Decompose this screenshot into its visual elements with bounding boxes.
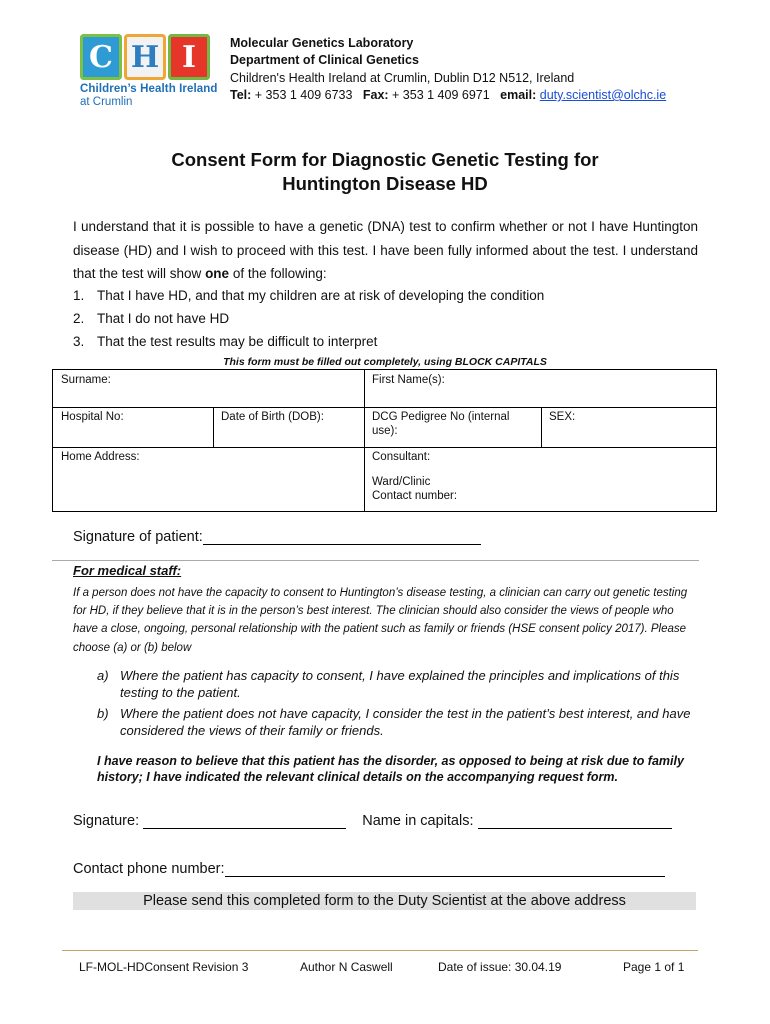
option-b[interactable] <box>97 706 702 739</box>
page-title <box>0 148 770 196</box>
option-label: a) <box>97 668 109 683</box>
outcome-item <box>73 334 377 349</box>
outcome-text: That I do not have HD <box>97 311 230 326</box>
outcome-num: 1. <box>73 288 85 303</box>
patient-details-table <box>52 369 717 512</box>
email-label: email: <box>500 88 537 102</box>
footer-doc-id: LF-MOL-HDConsent Revision 3 <box>79 960 249 974</box>
name-caps-label: Name in capitals: <box>362 813 474 829</box>
staff-signature-row <box>73 813 672 829</box>
footer-divider <box>62 950 698 951</box>
lab-name: Molecular Genetics Laboratory <box>230 36 414 50</box>
signature-label: Signature: <box>73 813 140 829</box>
logo-name: Children’s Health Ireland <box>80 83 218 95</box>
tel-value: + 353 1 409 6733 <box>251 88 353 102</box>
title-line-1: Consent Form for Diagnostic Genetic Testing for <box>171 149 599 170</box>
return-instructions-banner: Please send this completed form to the Duty Scientist at the above address <box>73 892 696 910</box>
patient-signature-line[interactable] <box>203 530 481 545</box>
outcome-item <box>73 288 544 303</box>
option-a[interactable] <box>97 668 702 701</box>
tel-label: Tel: <box>230 88 252 102</box>
phone-line[interactable] <box>225 862 665 877</box>
chi-logo <box>80 34 214 88</box>
first-names-field[interactable]: First Name(s): <box>372 374 445 386</box>
patient-signature-label: Signature of patient: <box>73 529 203 545</box>
fax-label: Fax: <box>362 88 389 102</box>
dob-field[interactable]: Date of Birth (DOB): <box>221 411 324 423</box>
fax-value: + 353 1 409 6971 <box>388 88 490 102</box>
contact-line <box>230 87 666 103</box>
intro-text-after: of the following: <box>229 266 327 281</box>
intro-bold: one <box>205 266 230 281</box>
hospital-no-field[interactable]: Hospital No: <box>61 411 124 423</box>
option-text: Where the patient does not have capacity, I consider the test in the patient’s best interest, and have considered the views of their family or friends. <box>120 706 691 738</box>
patient-signature-row <box>73 529 481 545</box>
title-line-2: Huntington Disease HD <box>282 173 488 194</box>
sex-field[interactable]: SEX: <box>549 411 576 423</box>
home-address-field[interactable]: Home Address: <box>61 451 140 463</box>
footer-page: Page 1 of 1 <box>623 960 685 974</box>
logo-letter-c: C <box>80 34 122 80</box>
contact-number-label: Contact number: <box>372 490 458 502</box>
option-label: b) <box>97 706 109 721</box>
clinical-reason-statement: I have reason to believe that this patient has the disorder, as opposed to being at risk due to family history; I have indicated the relevant clinical details on the accompanying request form. <box>97 754 684 784</box>
phone-label: Contact phone number: <box>73 861 225 877</box>
logo-letter-i: I <box>168 34 210 80</box>
logo-sub: at Crumlin <box>80 96 133 108</box>
dcg-pedigree-field[interactable]: DCG Pedigree No (internal use): <box>372 411 510 437</box>
ward-clinic-field[interactable] <box>366 472 706 506</box>
option-text: Where the patient has capacity to consent, I have explained the principles and implications of this testing to the patient. <box>120 668 680 700</box>
footer-author: Author N Caswell <box>300 960 393 974</box>
form-note: This form must be filled out completely, using BLOCK CAPITALS <box>223 356 547 368</box>
consultant-field[interactable]: Consultant: <box>372 451 431 463</box>
footer-date: Date of issue: 30.04.19 <box>438 960 562 974</box>
medical-staff-heading: For medical staff: <box>73 563 182 578</box>
outcome-num: 2. <box>73 311 85 326</box>
outcome-text: That the test results may be difficult to interpret <box>97 334 378 349</box>
intro-text-before: I understand that it is possible to have a genetic (DNA) test to confirm whether or not I have Huntington disease (HD) and I wish to proceed with this test. I have been fully informed about the test. I understand that the test will show <box>73 219 698 281</box>
medical-staff-text: If a person does not have the capacity to consent to Huntington’s disease testing, a clinician can carry out genetic testing for HD, if they believe that it is in the person’s best interest. The clinician should also consider the views of people who have a close, ongoing, personal relationship with the patient such as family or friends (HSE consent policy 2017). Please choose (a) or (b) below <box>73 587 688 654</box>
outcome-item <box>73 311 229 326</box>
name-caps-line[interactable] <box>478 814 672 829</box>
surname-field[interactable]: Surname: <box>61 374 111 386</box>
intro-paragraph <box>73 215 698 286</box>
email-link[interactable]: duty.scientist@olchc.ie <box>539 88 667 102</box>
logo-letter-h: H <box>124 34 166 80</box>
signature-line[interactable] <box>143 814 346 829</box>
phone-row <box>73 861 665 877</box>
department-name: Department of Clinical Genetics <box>230 53 419 67</box>
section-divider <box>52 560 699 561</box>
lab-address: Children's Health Ireland at Crumlin, Dublin D12 N512, Ireland <box>230 71 575 85</box>
ward-clinic-label: Ward/Clinic <box>372 476 431 488</box>
outcome-num: 3. <box>73 334 85 349</box>
outcome-text: That I have HD, and that my children are at risk of developing the condition <box>97 288 545 303</box>
